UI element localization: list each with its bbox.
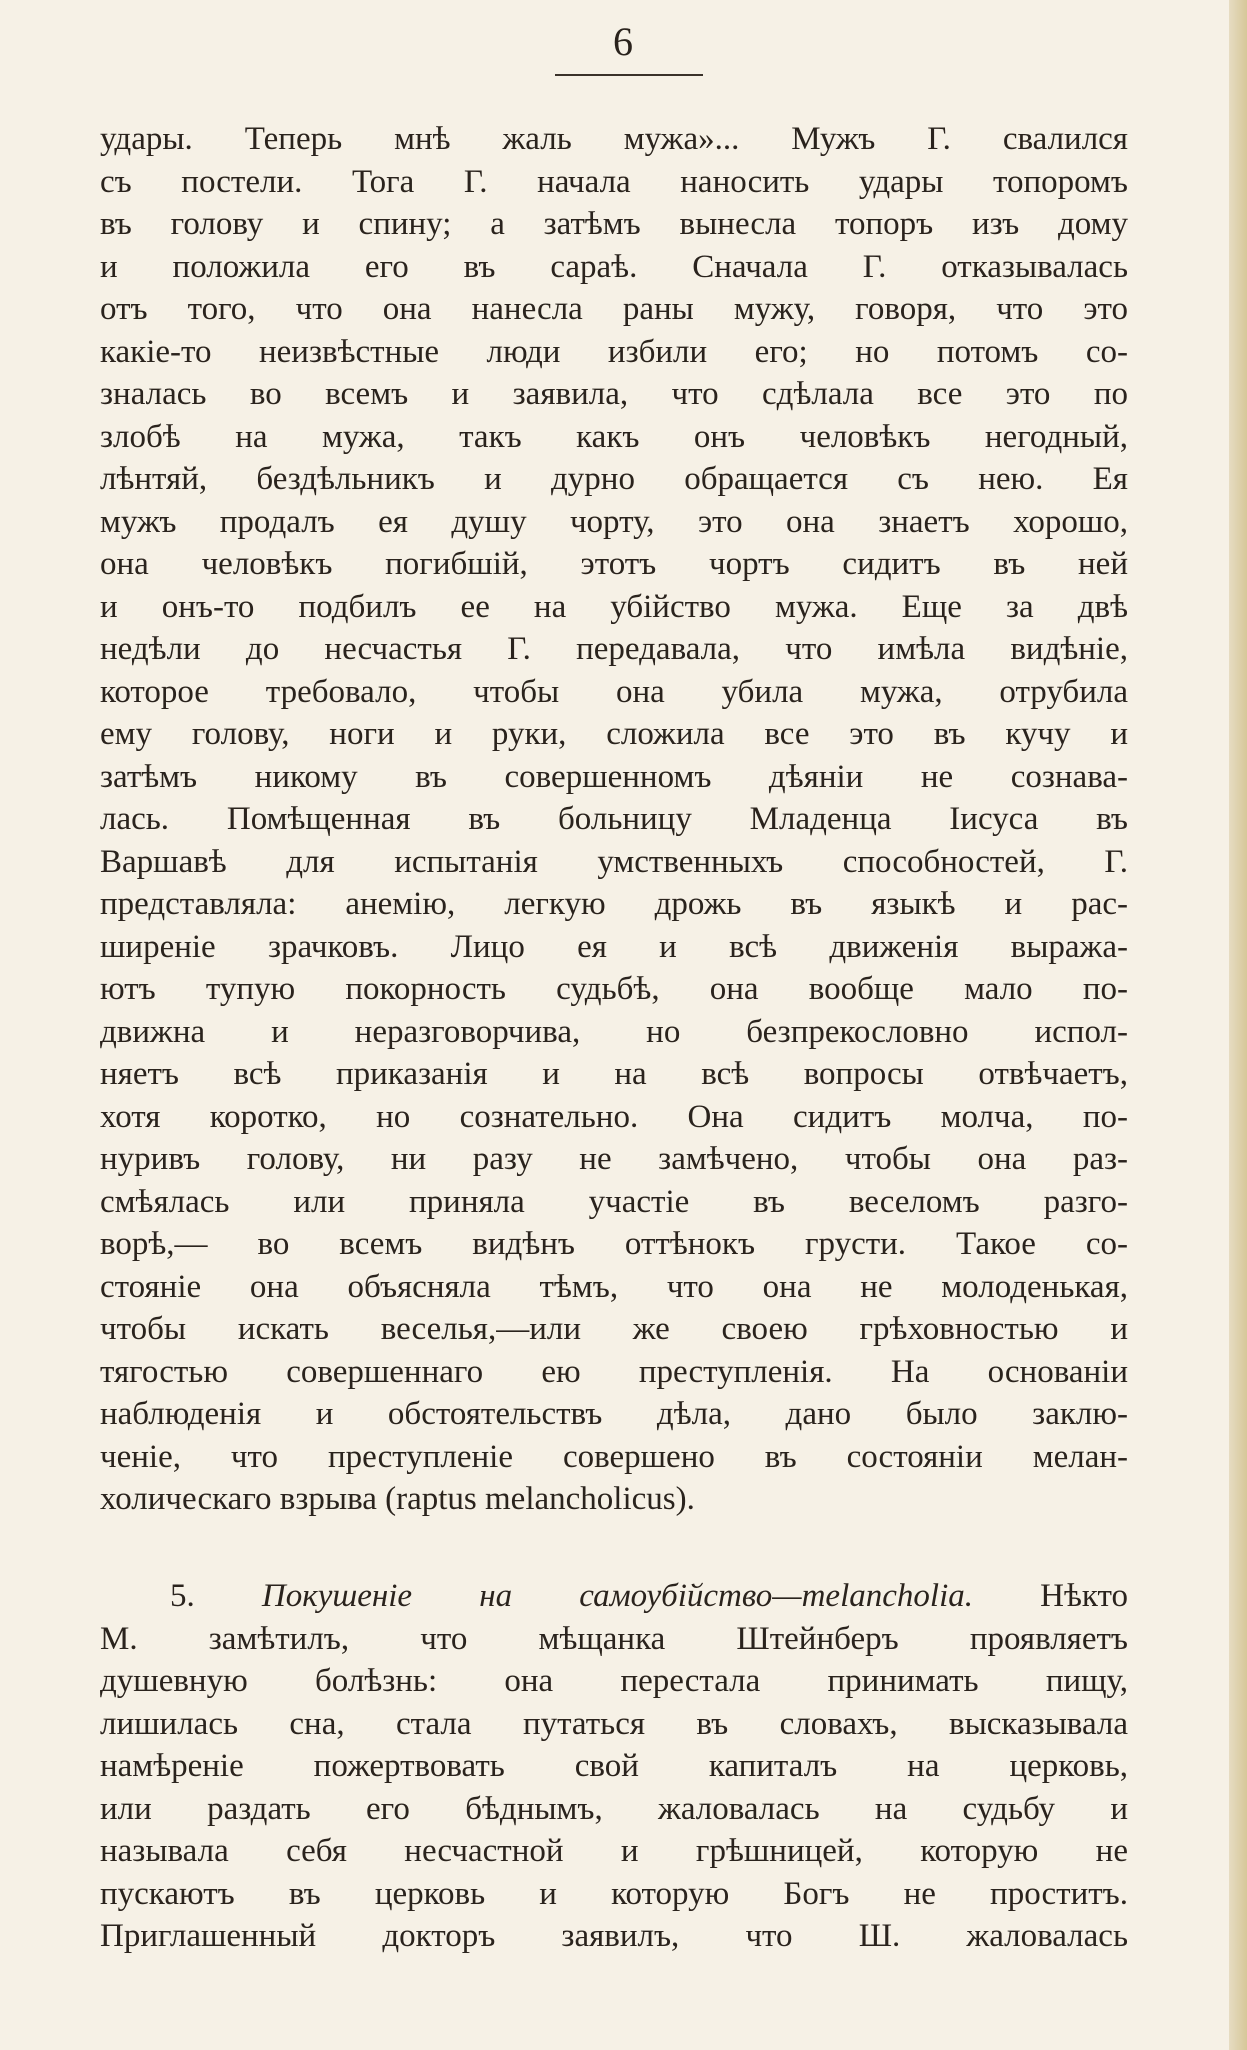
text-line: лась. Помѣщенная въ больницу Младенца Іисуса въ <box>100 801 1128 837</box>
text-line: удары. Теперь мнѣ жаль мужа»... Мужъ Г. свалился <box>100 121 1128 157</box>
text-line: лѣнтяй, бездѣльникъ и дурно обращается съ нею. Ея <box>100 461 1128 497</box>
text-line: недѣли до несчастья Г. передавала, что имѣла видѣніе, <box>100 631 1128 667</box>
text-line: ворѣ,— во всемъ видѣнъ оттѣнокъ грусти. Такое со- <box>100 1226 1128 1262</box>
text-line: Варшавѣ для испытанія умственныхъ способностей, Г. <box>100 843 1128 880</box>
text-line: злобѣ на мужа, такъ какъ онъ человѣкъ негодный, <box>100 418 1128 455</box>
text-line: затѣмъ никому въ совершенномъ дѣяніи не сознава- <box>100 758 1128 795</box>
text-line: называла себя несчастной и грѣшницей, которую не <box>100 1833 1128 1869</box>
section-heading-line <box>100 1575 1128 1618</box>
text-line: она человѣкъ погибшій, этотъ чортъ сидитъ въ ней <box>100 546 1128 582</box>
text-line: ченіе, что преступленіе совершено въ состояніи мелан- <box>100 1438 1128 1475</box>
text-line: и положила его въ сараѣ. Сначала Г. отказывалась <box>100 248 1128 285</box>
text-line: ему голову, ноги и руки, сложила все это въ кучу и <box>100 716 1128 752</box>
text-line: съ постели. Тога Г. начала наносить удары топоромъ <box>100 163 1128 200</box>
text-line: холическаго взрыва (raptus melancholicus). <box>100 1481 695 1517</box>
paragraph-2 <box>100 1575 1128 1958</box>
text-line: и онъ-то подбилъ ее на убійство мужа. Еще за двѣ <box>100 588 1128 625</box>
text-line: или раздать его бѣднымъ, жаловалась на судьбу и <box>100 1790 1128 1827</box>
text-line: хотя коротко, но сознательно. Она сидитъ молча, по- <box>100 1098 1128 1135</box>
text-line: няетъ всѣ приказанія и на всѣ вопросы отвѣчаетъ, <box>100 1056 1128 1092</box>
text-line: ютъ тупую покорность судьбѣ, она вообще мало по- <box>100 971 1128 1007</box>
paragraph-1 <box>100 118 1128 1521</box>
text-line: смѣялась или приняла участіе въ веселомъ разго- <box>100 1183 1128 1220</box>
text-line: зналась во всемъ и заявила, что сдѣлала все это по <box>100 376 1128 412</box>
text-line: какіе-то неизвѣстные люди избили его; но потомъ со- <box>100 333 1128 370</box>
section-number: 5. <box>170 1578 195 1614</box>
text-line: стояніе она объясняла тѣмъ, что она не молоденькая, <box>100 1268 1128 1305</box>
page-edge <box>1229 0 1247 2050</box>
text-line: которое требовало, чтобы она убила мужа, отрубила <box>100 673 1128 710</box>
text-line: чтобы искать веселья,—или же своею грѣховностью и <box>100 1311 1128 1347</box>
text-line: въ голову и спину; а затѣмъ вынесла топоръ изъ дому <box>100 206 1128 242</box>
text-line: ширеніе зрачковъ. Лицо ея и всѣ движенія выража- <box>100 928 1128 965</box>
text-line: М. замѣтилъ, что мѣщанка Штейнберъ проявляетъ <box>100 1620 1128 1657</box>
text-line: наблюденія и обстоятельствъ дѣла, дано было заклю- <box>100 1396 1128 1432</box>
text-fragment: Нѣкто <box>1040 1578 1128 1614</box>
text-line: нуривъ голову, ни разу не замѣчено, чтобы она раз- <box>100 1141 1128 1177</box>
page-number: 6 <box>613 19 634 64</box>
text-line: тягостью совершеннаго ею преступленія. На основаніи <box>100 1353 1128 1390</box>
text-line: намѣреніе пожертвовать свой капиталъ на церковь, <box>100 1748 1128 1784</box>
text-line: душевную болѣзнь: она перестала принимать пищу, <box>100 1663 1128 1699</box>
header-rule <box>555 74 703 76</box>
text-line: Приглашенный докторъ заявилъ, что Ш. жаловалась <box>100 1918 1128 1954</box>
text-line: представляла: анемію, легкую дрожь въ языкѣ и рас- <box>100 886 1128 922</box>
section-heading: Покушеніе на самоубійство—melancholia. <box>261 1578 973 1614</box>
text-line: движна и неразговорчива, но безпрекословно испол- <box>100 1013 1128 1050</box>
text-line: лишилась сна, стала путаться въ словахъ, высказывала <box>100 1705 1128 1742</box>
text-line: мужъ продалъ ея душу чорту, это она знаетъ хорошо, <box>100 503 1128 540</box>
text-line: пускаютъ въ церковь и которую Богъ не проститъ. <box>100 1875 1128 1912</box>
text-line: отъ того, что она нанесла раны мужу, говоря, что это <box>100 291 1128 327</box>
